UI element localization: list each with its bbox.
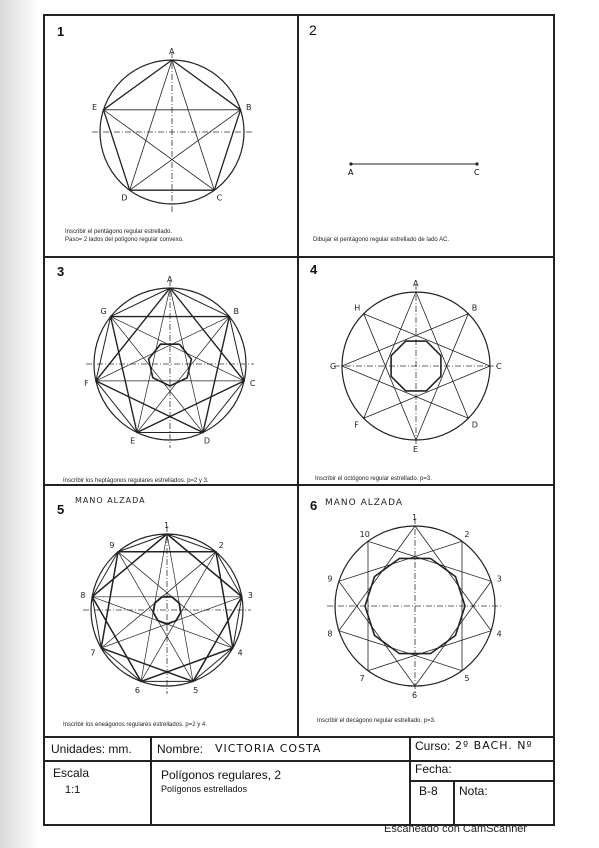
panel-4-vertex-label: H <box>354 303 361 313</box>
panel-3-vertex-label: E <box>130 436 136 446</box>
panel-5-vertex-label: 3 <box>247 591 253 601</box>
course-label: Curso: <box>415 739 451 753</box>
panel-2-caption: Dibujar el pentágono regular estrellado de lado AC. <box>313 237 450 243</box>
sheet-code: B-8 <box>419 784 438 798</box>
panel-3-vertex-label: A <box>167 275 173 284</box>
panel-6-caption: Inscribir el decágono regular estrellado. p=3. <box>317 718 436 724</box>
panel-1-vertex-label: A <box>169 47 175 56</box>
panel-1-vertex-label: B <box>246 102 252 112</box>
name-label: Nombre: <box>157 742 204 756</box>
panel-3-vertex-label: C <box>249 378 256 388</box>
panel-4-vertex-label: G <box>330 362 337 371</box>
grade-label: Nota: <box>459 784 488 798</box>
panel-4-vertex-label: A <box>413 279 419 288</box>
panel-3-vertex-label: G <box>100 307 107 317</box>
panel-2-point-c <box>475 162 478 165</box>
panel-6-vertex-label: 3 <box>496 574 502 584</box>
panel-6-vertex-label: 1 <box>412 513 418 522</box>
panel-2-number: 2 <box>309 22 317 38</box>
panel-6-vertex-label: 7 <box>359 674 365 684</box>
panel-2-label-c: C <box>474 168 480 177</box>
course-value: 2º BACH. Nº <box>455 739 533 752</box>
panel-5-vertex-label: 2 <box>218 540 224 550</box>
panel-3-caption: Inscribir los heptágonos regulares estrellados. p=2 y 3. <box>63 478 209 484</box>
panel-5-caption: Inscribir los eneágonos regulares estrellados. p=2 y 4. <box>63 722 207 728</box>
panel-4-vertex-label: C <box>496 362 502 371</box>
panel-1-vertex-label: D <box>121 193 128 203</box>
panel-1-number: 1 <box>57 24 65 39</box>
panel-5-handwritten: MANO ALZADA <box>75 496 146 505</box>
sheet-subtitle: Polígonos estrellados <box>161 784 248 794</box>
panel-5-vertex-label: 5 <box>193 685 199 695</box>
panel-6-handwritten: MANO ALZADA <box>325 498 404 508</box>
panel-4-vertex-label: B <box>471 303 478 313</box>
panel-1-vertex-label: E <box>91 102 98 112</box>
panel-6-vertex-label: 8 <box>327 629 333 639</box>
panel-3-number: 3 <box>57 264 65 279</box>
panel-4-caption: Inscribir el octógono regular estrellado. p=3. <box>315 476 432 482</box>
panel-6-vertex-label: 2 <box>464 529 470 539</box>
panel-5-vertex-label: 9 <box>109 540 115 550</box>
panel-3-vertex-label: B <box>233 307 239 317</box>
panel-1-vertex-label: C <box>216 193 223 203</box>
name-value: VICTORIA COSTA <box>215 742 322 755</box>
panel-3-vertex-label: F <box>84 378 89 388</box>
panel-5-vertex-label: 4 <box>237 648 243 658</box>
panel-6-vertex-label: 9 <box>327 574 333 584</box>
panel-2-label-a: A <box>348 168 354 177</box>
scale-value: 1:1 <box>65 784 81 796</box>
panel-2-point-a <box>349 162 352 165</box>
panel-6-number: 6 <box>310 498 318 513</box>
panel-5-number: 5 <box>57 502 65 517</box>
date-label: Fecha: <box>415 762 452 776</box>
panel-6-vertex-label: 4 <box>496 629 502 639</box>
scale-label: Escala <box>53 766 90 780</box>
panel-5-vertex-label: 1 <box>164 521 170 530</box>
sheet-title: Polígonos regulares, 2 <box>161 768 282 782</box>
panel-5-vertex-label: 6 <box>134 685 141 695</box>
panel-6-vertex-label: 10 <box>359 529 370 539</box>
units-label: Unidades: mm. <box>51 742 132 756</box>
panel-1-caption: Inscribir el pentágono regular estrellado. Paso= 2 lados del polígono regular convexo. <box>65 229 184 243</box>
panel-4-vertex-label: F <box>354 420 359 430</box>
panel-6-vertex-label: 5 <box>464 674 470 684</box>
panel-3-vertex-label: D <box>203 436 211 446</box>
panel-4-vertex-label: E <box>413 445 419 454</box>
scanner-footer: Escaneado con CamScanner <box>384 823 528 835</box>
panel-4-vertex-label: D <box>471 420 478 430</box>
panel-5-vertex-label: 7 <box>90 648 96 658</box>
panel-4-number: 4 <box>310 262 318 277</box>
panel-6-vertex-label: 6 <box>412 691 418 700</box>
panel-5-vertex-label: 8 <box>80 591 86 601</box>
